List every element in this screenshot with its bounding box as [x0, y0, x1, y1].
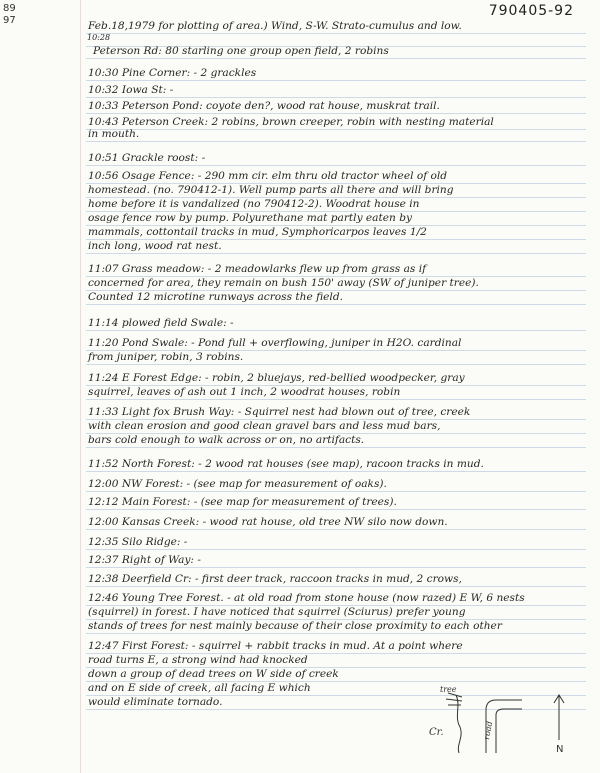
ruled-line — [86, 97, 586, 98]
ruled-line — [86, 80, 586, 81]
note-line: concerned for area, they remain on bush 150' away (SW of juniper tree). — [88, 277, 479, 289]
north-label: N — [556, 744, 564, 755]
note-line: 11:52 North Forest: - 2 wood rat houses (see map), racoon tracks in mud. — [88, 458, 484, 470]
north-arrow — [554, 695, 564, 740]
note-line: 11:14 plowed field Swale: - — [88, 317, 234, 329]
ruled-line — [86, 129, 586, 130]
note-line: 10:30 Pine Corner: - 2 grackles — [88, 67, 257, 79]
note-line: 12:12 Main Forest: - (see map for measurement of trees). — [88, 496, 397, 508]
note-line: stands of trees for nest mainly because of their close proximity to each other — [88, 620, 502, 632]
note-line: Feb.18,1979 for plotting of area.) Wind, S-W. Strato-cumulus and low. — [88, 20, 462, 32]
note-line: 10:51 Grackle roost: - — [88, 152, 206, 164]
creek-label: Cr. — [429, 727, 444, 738]
ruled-line — [86, 633, 586, 634]
field-sketch-map — [426, 685, 576, 755]
note-line: 10:32 Iowa St: - — [88, 84, 174, 96]
note-line: would eliminate tornado. — [88, 696, 223, 708]
note-line: squirrel, leaves of ash out 1 inch, 2 woodrat houses, robin — [88, 386, 401, 398]
note-line: 11:33 Light fox Brush Way: - Squirrel nest had blown out of tree, creek — [88, 406, 471, 418]
ruled-line — [86, 549, 586, 550]
note-line: 12:35 Silo Ridge: - — [88, 536, 188, 548]
road-label: road — [482, 720, 495, 741]
road-inner — [496, 709, 522, 753]
page-number-top: 89 — [3, 3, 16, 14]
note-line: 11:24 E Forest Edge: - robin, 2 bluejays, red-bellied woodpecker, gray — [88, 372, 465, 384]
document-id: 790405-92 — [488, 3, 574, 19]
page-number-bottom: 97 — [3, 15, 16, 26]
note-line: 12:00 Kansas Creek: - wood rat house, old tree NW silo now down. — [88, 516, 448, 528]
ruled-line — [86, 509, 586, 510]
note-line: 12:46 Young Tree Forest. - at old road from stone house (now razed) E W, 6 nests — [88, 592, 525, 604]
note-line: Counted 12 microtine runways across the field. — [88, 291, 343, 303]
note-line: down a group of dead trees on W side of creek — [88, 668, 339, 680]
note-line: 12:38 Deerfield Cr: - first deer track, raccoon tracks in mud, 2 crows, — [88, 573, 462, 585]
note-line: with clean erosion and good clean gravel bars and less mud bars, — [88, 420, 441, 432]
note-line: inch long, wood rat nest. — [88, 240, 222, 252]
note-line: osage fence row by pump. Polyurethane mat partly eaten by — [88, 212, 412, 224]
ruled-line — [86, 33, 586, 34]
tree-label: tree — [440, 685, 457, 694]
ruled-line — [86, 141, 586, 142]
fallen-trees — [446, 693, 462, 705]
ruled-line — [86, 447, 586, 448]
note-line: and on E side of creek, all facing E which — [88, 682, 311, 694]
ruled-line — [86, 330, 586, 331]
note-line: 10:33 Peterson Pond: coyote den?, wood rat house, muskrat trail. — [88, 100, 440, 112]
note-line: road turns E, a strong wind had knocked — [88, 654, 308, 666]
ruled-line — [86, 567, 586, 568]
note-line: mammals, cottontail tracks in mud, Symphoricarpos leaves 1/2 — [88, 226, 427, 238]
ruled-line — [86, 529, 586, 530]
note-line: 12:00 NW Forest: - (see map for measurement of oaks). — [88, 478, 387, 490]
note-line: in mouth. — [88, 128, 140, 140]
note-line: 11:07 Grass meadow: - 2 meadowlarks flew up from grass as if — [88, 263, 427, 275]
creek-line — [456, 695, 461, 753]
ruled-line — [86, 58, 586, 59]
note-line: home before it is vandalized (no 790412-2). Woodrat house in — [88, 198, 420, 210]
note-line: 12:47 First Forest: - squirrel + rabbit tracks in mud. At a point where — [88, 640, 463, 652]
note-line: Peterson Rd: 80 starling one group open field, 2 robins — [93, 45, 389, 57]
note-line: from juniper, robin, 3 robins. — [88, 351, 244, 363]
note-line: 12:37 Right of Way: - — [88, 554, 201, 566]
ruled-line — [86, 165, 586, 166]
margin-line — [80, 0, 81, 773]
ruled-line — [86, 471, 586, 472]
note-line: 11:20 Pond Swale: - Pond full + overflowing, juniper in H2O. cardinal — [88, 337, 462, 349]
ruled-line — [86, 399, 586, 400]
note-line: homestead. (no. 790412-1). Well pump parts all there and will bring — [88, 184, 454, 196]
ruled-line — [86, 113, 586, 114]
ruled-line — [86, 586, 586, 587]
note-line: 10:28 — [87, 33, 111, 42]
ruled-line — [86, 491, 586, 492]
note-line: bars cold enough to walk across or on, no artifacts. — [88, 434, 365, 446]
ruled-line — [86, 304, 586, 305]
note-line: (squirrel) in forest. I have noticed that squirrel (Sciurus) prefer young — [88, 606, 466, 618]
ruled-line — [86, 364, 586, 365]
ruled-line — [86, 253, 586, 254]
note-line: 10:43 Peterson Creek: 2 robins, brown creeper, robin with nesting material — [88, 116, 494, 128]
note-line: 10:56 Osage Fence: - 290 mm cir. elm thru old tractor wheel of old — [88, 170, 448, 182]
